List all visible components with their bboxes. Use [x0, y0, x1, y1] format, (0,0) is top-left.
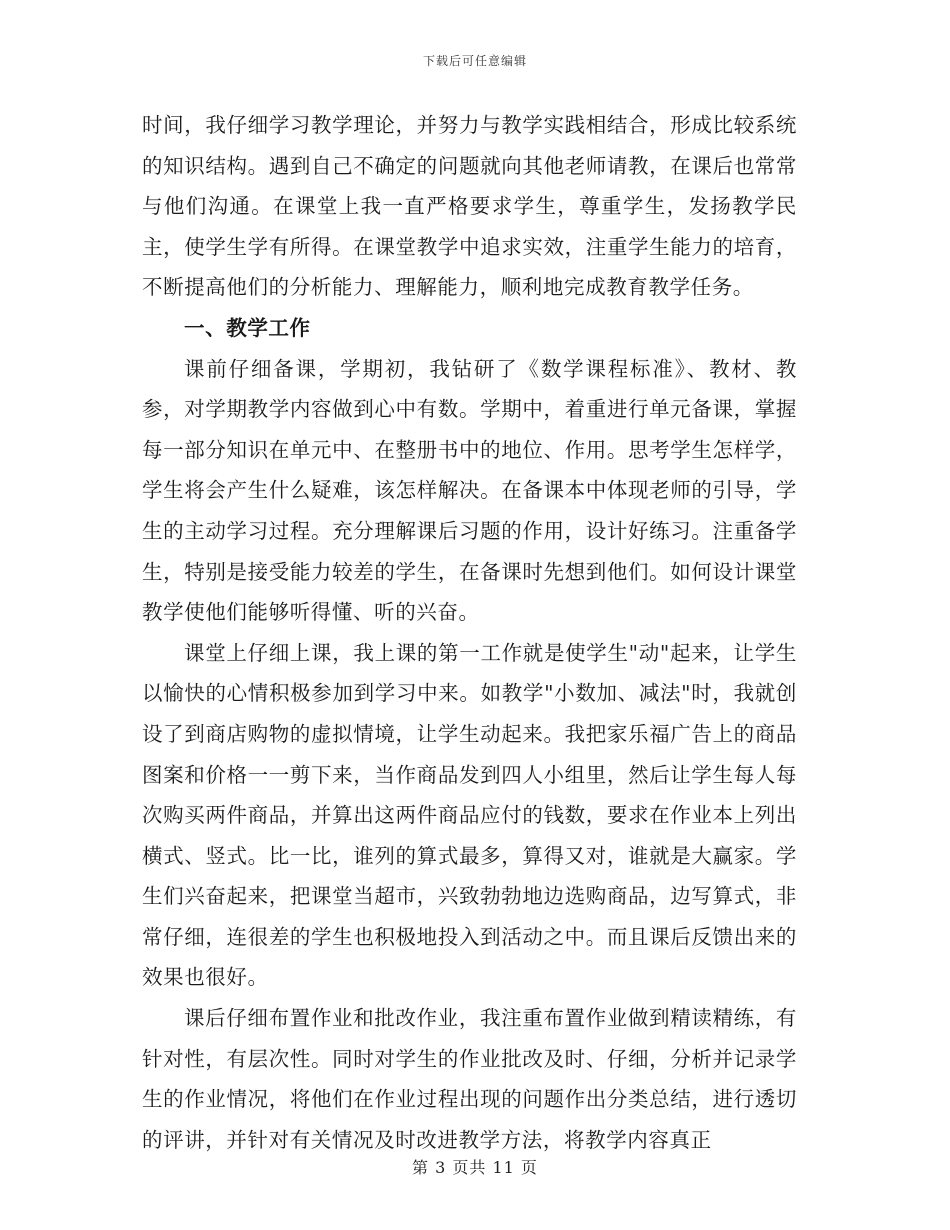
page-footer: 第 3 页共 11 页	[412, 1158, 538, 1177]
paragraph-lesson-preparation: 课前仔细备课，学期初，我钻研了《数学课程标准》、教材、教参，对学期教学内容做到心中有数。学期中，着重进行单元备课，掌握每一部分知识在单元中、在整册书中的地位、作用。思考学生怎样学，学生将会产生什么疑难，该怎样解决。在备课本中体现老师的引导，学生的主动学习过程。充分理解课后习题的作用，设计好练习。注重备学生，特别是接受能力较差的学生，在备课时先想到他们。如何设计课堂教学使他们能够听得懂、听的兴奋。	[142, 356, 797, 625]
paragraph-continued: 时间，我仔细学习教学理论，并努力与教学实践相结合，形成比较系统的知识结构。遇到自己不确定的问题就向其他老师请教，在课后也常常与他们沟通。在课堂上我一直严格要求学生，尊重学生，发扬教学民主，使学生学有所得。在课堂教学中追求实效，注重学生能力的培育，不断提高他们的分析能力、理解能力，顺利地完成教育教学任务。	[142, 113, 797, 300]
paragraph-homework-correction: 课后仔细布置作业和批改作业，我注重布置作业做到精读精练，有针对性，有层次性。同时对学生的作业批改及时、仔细，分析并记录学生的作业情况，将他们在作业过程出现的问题作出分类总结，进行透切的评讲，并针对有关情况及时改进教学方法，将教学内容真正	[142, 1006, 797, 1152]
paragraph-classroom-teaching: 课堂上仔细上课，我上课的第一工作就是使学生"动"起来，让学生以愉快的心情积极参加到学习中来。如教学"小数加、减法"时，我就创设了到商店购物的虚拟情境，让学生动起来。我把家乐福广告上的商品图案和价格一一剪下来，当作商品发到四人小组里，然后让学生每人每次购买两件商品，并算出这两件商品应付的钱数，要求在作业本上列出横式、竖式。比一比，谁列的算式最多，算得又对，谁就是大赢家。学生们兴奋起来，把课堂当超市，兴致勃勃地边选购商品，边写算式，非常仔细，连很差的学生也积极地投入到活动之中。而且课后反馈出来的效果也很好。	[142, 640, 797, 990]
document-body	[142, 105, 797, 1160]
section-heading-teaching-work: 一、教学工作	[184, 315, 311, 340]
page-header: 下载后可任意编辑	[422, 54, 527, 68]
